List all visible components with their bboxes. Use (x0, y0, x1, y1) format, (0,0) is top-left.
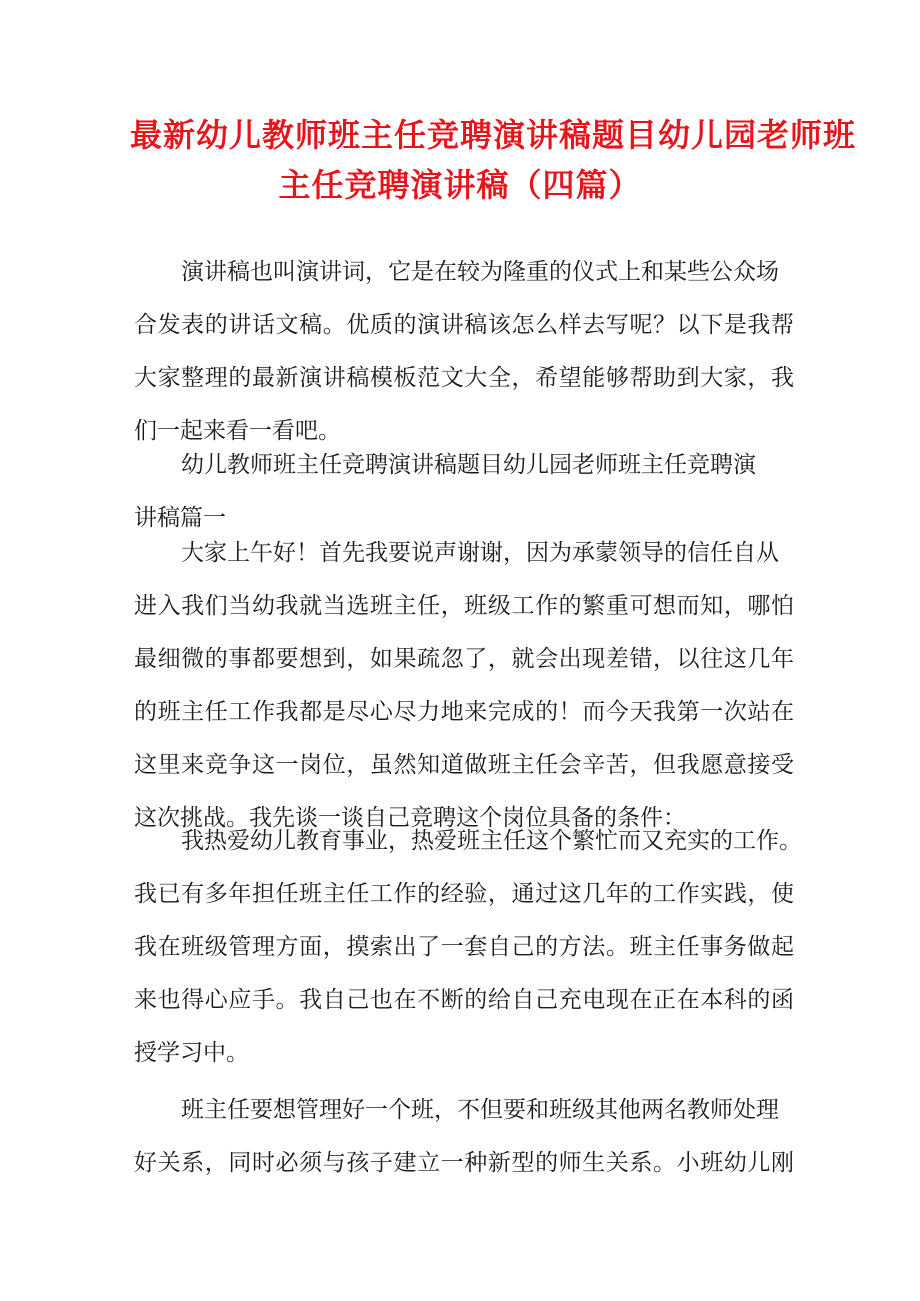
title-line: 主任竞聘演讲稿（四篇） (278, 166, 642, 204)
text-line: 的班主任工作我都是尽心尽力地来完成的！而今天我第一次站在 (134, 699, 794, 725)
document-title (130, 110, 857, 210)
text-line: 最细微的事都要想到，如果疏忽了，就会出现差错，以往这几年 (134, 646, 794, 672)
text-line: 讲稿篇一 (134, 505, 226, 531)
text-line: 这里来竞争这一岗位，虽然知道做班主任会辛苦，但我愿意接受 (134, 752, 794, 778)
text-line: 来也得心应手。我自己也在不断的给自己充电现在正在本科的函 (134, 987, 794, 1013)
paragraph-intro (134, 246, 794, 458)
text-line: 进入我们当幼我就当选班主任，班级工作的繁重可想而知，哪怕 (134, 593, 794, 619)
text-line: 们一起来看一看吧。 (134, 418, 341, 444)
paragraph-greeting (134, 527, 794, 845)
text-line: 幼儿教师班主任竞聘演讲稿题目幼儿园老师班主任竞聘演 (181, 452, 756, 478)
text-line: 演讲稿也叫演讲词，它是在较为隆重的仪式上和某些公众场 (181, 259, 779, 285)
title-line: 最新幼儿教师班主任竞聘演讲稿题目幼儿园老师班 (130, 116, 857, 154)
text-line: 这次挑战。我先谈一谈自己竞聘这个岗位具备的条件： (134, 805, 686, 831)
text-line: 大家上午好！首先我要说声谢谢，因为承蒙领导的信任自从 (181, 540, 779, 566)
text-line: 授学习中。 (134, 1040, 249, 1066)
text-line: 合发表的讲话文稿。优质的演讲稿该怎么样去写呢？以下是我帮 (134, 312, 794, 338)
text-line: 班主任要想管理好一个班，不但要和班级其他两名教师处理 (181, 1097, 779, 1123)
text-line: 我已有多年担任班主任工作的经验，通过这几年的工作实践，使 (134, 881, 794, 907)
text-line: 我热爱幼儿教育事业，热爱班主任这个繁忙而又充实的工作。 (181, 828, 802, 854)
paragraph-management (134, 1084, 794, 1190)
text-line: 我在班级管理方面，摸索出了一套自己的方法。班主任事务做起 (134, 934, 794, 960)
text-line: 好关系，同时必须与孩子建立一种新型的师生关系。小班幼儿刚 (134, 1150, 794, 1176)
paragraph-qualifications (134, 815, 802, 1080)
text-line: 大家整理的最新演讲稿模板范文大全，希望能够帮助到大家，我 (134, 365, 794, 391)
